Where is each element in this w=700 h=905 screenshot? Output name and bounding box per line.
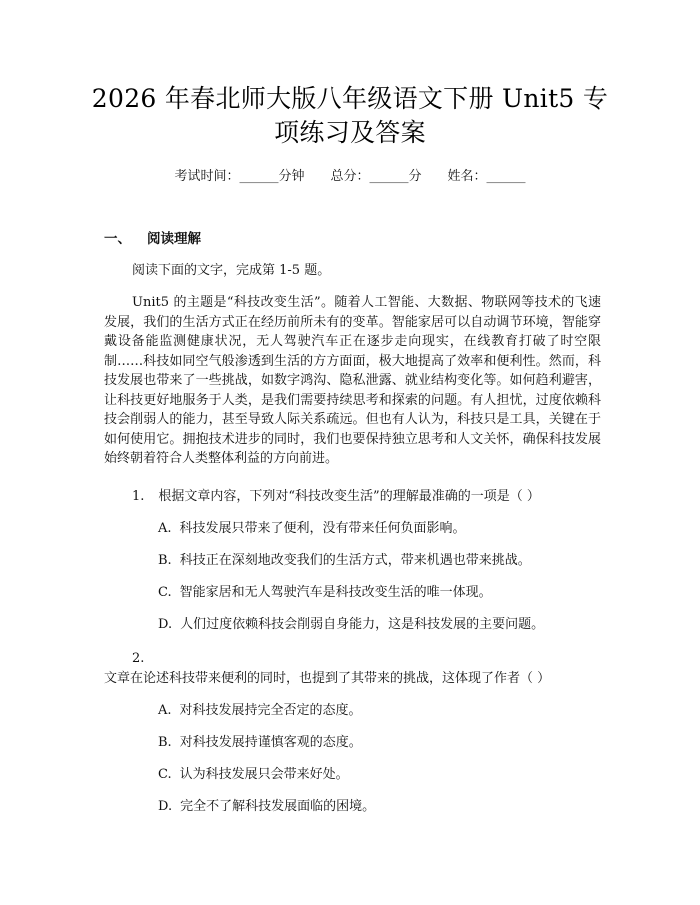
option-c: [158, 584, 598, 602]
option-d: [158, 798, 598, 816]
option-label: D.: [158, 799, 173, 814]
reading-instruction: 阅读下面的文字，完成第 1-5 题。: [132, 263, 331, 278]
question-text: 文章在论述科技带来便利的同时，也提到了其带来的挑战，这体现了作者（ ）: [104, 670, 551, 686]
option-text: 科技发展只带来了便利，没有带来任何负面影响。: [179, 521, 466, 536]
title-line-2: 项练习及答案: [274, 118, 426, 147]
option-text: 智能家居和无人驾驶汽车是科技改变生活的唯一体现。: [179, 585, 492, 600]
student-name-label: 姓名：______: [447, 169, 526, 184]
option-text: 完全不了解科技发展面临的困境。: [180, 799, 376, 814]
section-heading: [104, 230, 201, 248]
option-text: 认为科技发展只会带来好处。: [179, 767, 349, 782]
option-text: 科技正在深刻地改变我们的生活方式，带来机遇也带来挑战。: [179, 553, 531, 568]
document-title: [60, 82, 640, 150]
reading-passage: Unit5 的主题是“科技改变生活”。随着人工智能、大数据、物联网等技术的飞速发展，我们的生活方式正在经历前所未有的变革。智能家居可以自动调节环境，智能穿戴设备能监测健康状况，无人驾驶汽车正在逐步走向现实，在线教育打破了时空限制……科技如同空气般渗透到生活的方方面面，极大地提高了效率和便利性。然而，科技发展也带来了一些挑战，如数字鸿沟、隐私泄露、就业结构变化等。如何趋利避害，让科技更好地服务于人类，是我们需要持续思考和探索的问题。有人担忧，过度依赖科技会削弱人的能力，甚至导致人际关系疏远。但也有人认为，科技只是工具，关键在于如何使用它。拥抱技术进步的同时，我们也要保持独立思考和人文关怀，确保科技发展始终朝着符合人类整体利益的方向前进。: [104, 295, 601, 466]
option-label: A.: [158, 521, 172, 536]
option-text: 对科技发展持完全否定的态度。: [179, 703, 362, 718]
option-label: B.: [158, 735, 172, 750]
title-line-1: 2026 年春北师大版八年级语文下册 Unit5 专: [91, 84, 609, 113]
option-label: D.: [158, 617, 173, 632]
option-d: [158, 616, 598, 634]
option-text: 人们过度依赖科技会削弱自身能力，这是科技发展的主要问题。: [180, 617, 545, 632]
option-c: [158, 766, 598, 784]
question-number: 1.: [132, 489, 145, 504]
question-number: 2.: [132, 651, 145, 666]
option-label: C.: [158, 585, 172, 600]
exam-time-label: 考试时间：______分钟: [174, 169, 305, 184]
question-stem: [104, 487, 601, 507]
exam-info: [0, 168, 700, 186]
section-title: 阅读理解: [147, 231, 201, 247]
question-stem: [104, 649, 601, 688]
option-a: [158, 520, 598, 538]
option-text: 对科技发展持谨慎客观的态度。: [179, 735, 362, 750]
option-label: A.: [158, 703, 172, 718]
option-label: C.: [158, 767, 172, 782]
option-b: [158, 552, 598, 570]
option-label: B.: [158, 553, 172, 568]
option-b: [158, 734, 598, 752]
section-number: 一、: [104, 231, 131, 247]
option-a: [158, 702, 598, 720]
question-text: 根据文章内容，下列对“科技改变生活”的理解最准确的一项是（ ）: [158, 489, 540, 504]
total-score-label: 总分：______分: [330, 169, 422, 184]
